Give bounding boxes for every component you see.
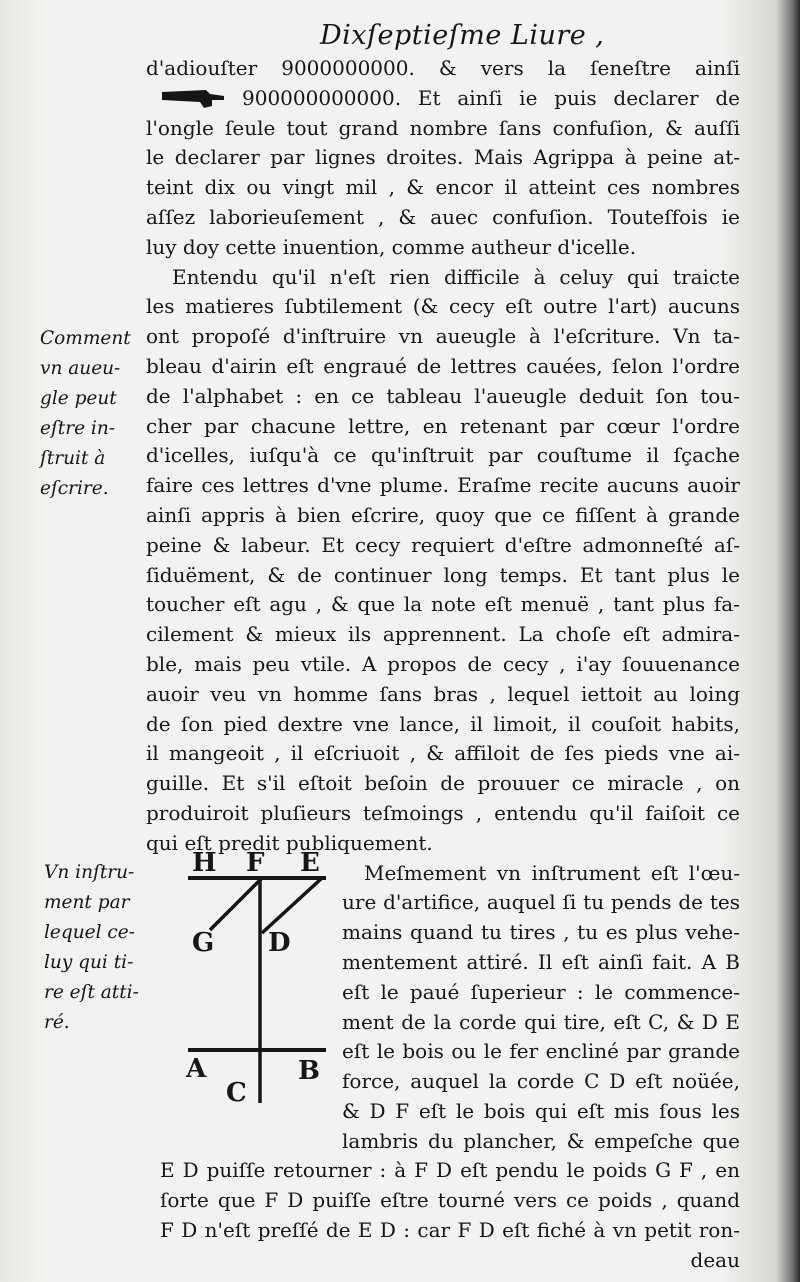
margin-line: eſcrire.: [40, 478, 109, 499]
text-line: ure d'artifice, auquel ſi tu pends de tes: [342, 890, 740, 915]
margin-line: ment par: [44, 892, 130, 913]
text-line: d'icelles, iuſqu'à ce qu'inſtruit par couſtume il ſçache: [146, 443, 740, 468]
text-line: ble, mais peu vtile. A propos de cecy , i'ay ſouuenance: [146, 651, 740, 676]
text-line: auoir veu vn homme ſans bras , lequel iettoit au loing: [146, 681, 740, 706]
text-line: luy doy cette inuention, comme autheur d'icelle.: [146, 234, 637, 259]
text-line: force, auquel la corde C D eſt noüée,: [342, 1069, 740, 1094]
text-line: cher par chacune lettre, en retenant par cœur l'ordre: [146, 413, 740, 438]
margin-line: eſtre in-: [40, 418, 115, 439]
text-line: faire ces lettres d'vne plume. Eraſme recite aucuns auoir: [146, 473, 740, 498]
margin-line: Comment: [40, 328, 131, 349]
margin-line: re eſt atti-: [44, 982, 139, 1003]
text-line: teint dix ou vingt mil , & encor il atteint ces nombres: [146, 175, 740, 200]
text-line: de ſon pied dextre vne lance, il limoit, il couſoit habits,: [146, 711, 740, 736]
text-line: cilement & mieux ils apprennent. La choſe eſt admira-: [146, 622, 740, 647]
text-line: eſt le bois ou le fer encliné par grande: [342, 1039, 740, 1064]
text-line: & D F eſt le bois qui eſt mis ſous les: [342, 1098, 740, 1123]
text-line: 900000000000. Et ainſi ie puis declarer de: [242, 85, 740, 110]
text-line: qui eſt predit publiquement.: [146, 830, 433, 855]
text-line: ſorte que F D puiſſe eſtre tourné vers ce poids , quand: [160, 1188, 740, 1213]
text-line: ment de la corde qui tire, eſt C, & D E: [342, 1009, 740, 1034]
margin-line: luy qui ti-: [44, 952, 134, 973]
text-line: E D puiſſe retourner : à F D eſt pendu le poids G F , en: [160, 1158, 740, 1183]
slanted-bar-ef: [262, 878, 322, 933]
label-H: H: [192, 848, 217, 878]
margin-line: lequel ce-: [44, 922, 135, 943]
text-line: bleau d'airin eſt engraué de lettres cauées, ſelon l'ordre: [146, 353, 740, 378]
text-line: aſſez laborieuſement , & auec confuſion. Touteſfois ie: [146, 204, 740, 229]
text-line: l'ongle ſeule tout grand nombre ſans confuſion, & auſſi: [146, 115, 740, 140]
margin-line: vn aueu-: [40, 358, 121, 379]
text-line: de l'alphabet : en ce tableau l'aueugle deduit ſon tou-: [146, 383, 740, 408]
running-header: Dixſeptieſme Liure ,: [320, 20, 605, 51]
text-line: mains quand tu tires , tu es plus vehe-: [342, 920, 740, 945]
margin-line: ſtruit à: [40, 448, 106, 469]
text-line: peine & labeur. Et cecy requiert d'eſtre admonneſté aſ-: [146, 532, 740, 557]
slanted-bar-gh: [210, 878, 262, 930]
label-A: A: [186, 1054, 207, 1084]
text-line: les matieres ſubtilement (& cecy eſt outre l'art) aucuns: [146, 294, 740, 319]
instrument-diagram: [176, 845, 346, 1110]
text-line: ſiduëment, & de continuer long temps. Et tant plus le: [146, 562, 740, 587]
text-line: produiroit pluſieurs teſmoings , entendu qu'il faiſoit ce: [146, 800, 740, 825]
margin-line: ré.: [44, 1012, 70, 1033]
label-B: B: [298, 1056, 320, 1086]
label-C: C: [226, 1078, 247, 1108]
margin-note-blind: [40, 324, 140, 504]
text-line: d'adiouſter 9000000000. & vers la ſeneſtre ainſi: [146, 56, 740, 80]
text-line: eſt le paué ſuperieur : le commence-: [342, 979, 740, 1004]
margin-note-instrument: [44, 858, 144, 1038]
text-line: Meſmement vn inſtrument eſt l'œu-: [364, 860, 740, 885]
text-line: ainſi appris à bien eſcrire, quoy que ce fiſſent à grande: [146, 502, 740, 527]
catchword: deau: [690, 1247, 740, 1272]
text-line: lambris du plancher, & empeſche que: [342, 1128, 740, 1153]
margin-line: gle peut: [40, 388, 117, 409]
text-line: il mangeoit , il eſcriuoit , & affiloit de ſes pieds vne ai-: [146, 741, 740, 766]
label-G: G: [192, 928, 215, 958]
text-line: le declarer par lignes droites. Mais Agrippa à peine at-: [146, 145, 740, 170]
text-line: ont propoſé d'inſtruire vn aueugle à l'eſcriture. Vn ta-: [146, 324, 740, 349]
label-F: F: [246, 848, 265, 878]
margin-line: Vn inſtru-: [44, 862, 135, 883]
label-D: D: [268, 928, 291, 958]
text-line: guille. Et s'il eſtoit beſoin de prouuer ce miracle , on: [146, 771, 740, 796]
text-line: mentement attiré. Il eſt ainſi fait. A B: [342, 949, 740, 974]
text-line: F D n'eſt preſſé de E D : car F D eſt fiché à vn petit ron-: [160, 1218, 740, 1243]
label-E: E: [300, 848, 320, 878]
text-line: Entendu qu'il n'eſt rien difficile à celuy qui traicte: [172, 264, 740, 289]
text-line: toucher eſt agu , & que la note eſt menuë , tant plus fa-: [146, 592, 740, 617]
